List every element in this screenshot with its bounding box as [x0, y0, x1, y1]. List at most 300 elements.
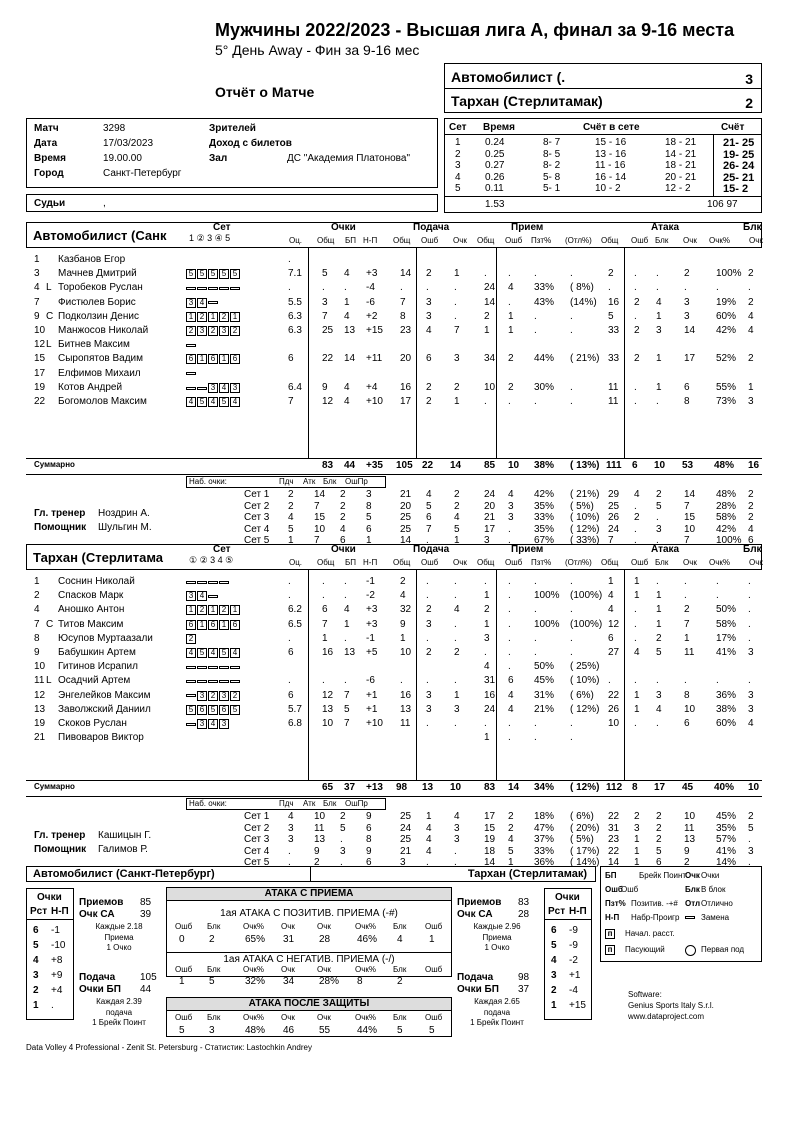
col-set: Сет [213, 544, 231, 555]
rotation-box: 6 [186, 354, 196, 364]
rotation-box: 3 [208, 383, 218, 393]
player-recv: . [534, 310, 537, 322]
player-serve: . [400, 282, 403, 294]
player-attack: 10 [608, 718, 620, 729]
attack-cell: 2 [397, 976, 403, 987]
col-sub-err: Ошб [421, 236, 439, 245]
set-cell: 42% [716, 523, 737, 535]
rot-b-title: Очки [555, 892, 580, 903]
set-cell: 3 [656, 523, 662, 535]
player-recv: . [534, 718, 537, 729]
player-recv: . [484, 576, 487, 587]
player-row [26, 353, 762, 367]
rotation-index: 6 [33, 925, 39, 936]
player-row [26, 297, 762, 311]
bench-mark [208, 287, 218, 290]
rotation-box: 2 [230, 326, 240, 336]
set-cell: Сет 3 [244, 834, 270, 846]
judges-label: Судьи [34, 198, 66, 209]
rotation-box: 6 [230, 354, 240, 364]
player-serve: 9 [400, 618, 406, 630]
player-block: . [748, 282, 751, 294]
player-attack: 10 [684, 703, 696, 715]
player-attack: . [716, 590, 719, 602]
bench-mark [186, 344, 196, 347]
rotation-box: 3 [197, 691, 207, 701]
player-attack: 4 [656, 296, 662, 308]
totals-line [26, 458, 762, 459]
rotation-box: 3 [197, 326, 207, 336]
set-cell: ( 10%) [570, 512, 600, 524]
player-attack: 55% [716, 381, 737, 393]
player-points: +11 [366, 353, 383, 365]
player-serve: 7 [400, 296, 406, 308]
rotation-box: 3 [186, 298, 196, 308]
rotation-box: 6 [219, 705, 229, 715]
player-points: . [344, 590, 347, 602]
b-each-1: Каждые 2.96 [473, 922, 521, 931]
legend-key: Пзт% [605, 899, 626, 908]
set-cell: 3 [748, 845, 754, 857]
player-block: 4 [748, 325, 754, 336]
set-cell: 21 [400, 489, 412, 500]
player-serve: 3 [426, 689, 432, 701]
player-attack: . [656, 576, 659, 587]
player-serve: 13 [400, 703, 412, 715]
player-attack: 1 [608, 576, 614, 587]
set-cell: . [748, 857, 751, 869]
player-sets [186, 676, 241, 687]
totals-label: Суммарно [34, 782, 75, 791]
player-block: . [748, 632, 751, 644]
set-cell: 14 [684, 489, 696, 500]
total-attack: 10 [654, 460, 666, 471]
set-cell: ( 5%) [570, 834, 594, 846]
player-block: 3 [748, 703, 754, 715]
bench-mark [219, 666, 229, 669]
rotation-box: 4 [197, 591, 207, 601]
player-recv: . [484, 396, 487, 407]
sets-h-time: Время [483, 122, 515, 133]
totals-line [26, 474, 762, 475]
set-cell: 3 [288, 834, 294, 846]
b-each-5: подача [483, 1008, 511, 1017]
col-recv: Прием [511, 222, 544, 233]
total-serve: 105 [396, 460, 413, 471]
total-serve: 98 [396, 782, 408, 793]
set-cell: 6 [426, 512, 432, 524]
player-attack: . [634, 381, 637, 393]
player-points: +1 [366, 689, 378, 701]
sets-h-total: Счёт [721, 122, 745, 133]
set-cell: 9 [314, 845, 320, 857]
set-cell: ( 14%) [570, 857, 600, 869]
player-serve: . [454, 310, 457, 322]
col-sub-pos: Пзт% [531, 236, 552, 245]
player-points: +10 [366, 396, 383, 407]
player-name: Скоков Руслан [58, 718, 127, 729]
set-cell: Сет 1 [244, 811, 270, 822]
bench-mark [208, 666, 218, 669]
a-recv-value: 85 [140, 897, 152, 908]
set-cell: 10 [314, 811, 326, 822]
set-cell: 7 [426, 523, 432, 535]
set-cell: 17 [484, 811, 496, 822]
player-recv: ( 21%) [570, 353, 600, 365]
player-attack: . [634, 604, 637, 616]
player-points: +3 [366, 268, 378, 280]
player-attack: 16 [608, 296, 620, 308]
attack-header: Очк [317, 1013, 331, 1022]
player-sets [186, 634, 197, 645]
bench-mark [197, 680, 207, 683]
set-cell: 4 [634, 489, 640, 500]
player-number: 22 [34, 396, 46, 407]
a-recv-label: Приемов [79, 897, 124, 908]
player-sets [186, 662, 241, 673]
sets-cell: 2 [455, 148, 461, 160]
bench-mark [197, 666, 207, 669]
rotation-box: 4 [197, 298, 207, 308]
player-attack: 4 [608, 604, 614, 616]
player-attack: 58% [716, 618, 737, 630]
player-recv: . [534, 604, 537, 616]
set-cell: 2 [634, 811, 640, 822]
rotation-box: 6 [230, 620, 240, 630]
a-each-1: Каждые 2.18 [95, 922, 143, 931]
player-serve: . [454, 282, 457, 294]
player-sets [186, 591, 219, 602]
attack-header: Очк [281, 1013, 295, 1022]
set-cell: 2 [656, 834, 662, 846]
player-serve: 6 [426, 353, 432, 365]
set-cell: 4 [508, 834, 514, 846]
legend-text: Ошб [621, 885, 639, 894]
sets-cell: 15- 2 [723, 183, 749, 195]
total-serve: 14 [450, 460, 462, 471]
rotation-box: 2 [208, 326, 218, 336]
set-cell: Сет 4 [244, 523, 270, 535]
set-cell: 1 [634, 845, 640, 857]
player-recv: . [508, 604, 511, 616]
player-points: +2 [366, 310, 378, 322]
col-sub-err: Ошб [505, 236, 523, 245]
coach-name: Кашицын Г. [98, 830, 152, 841]
rotation-index: 5 [551, 940, 557, 951]
rotation-box: 3 [186, 591, 196, 601]
rotation-box: 5 [219, 269, 229, 279]
player-recv: . [534, 576, 537, 587]
attack-cell: 32% [245, 976, 266, 987]
player-number: 11 [34, 675, 45, 687]
nab-header [186, 476, 386, 488]
player-attack: 26 [608, 703, 620, 715]
team-a-short: Автомобилист (. [451, 69, 566, 85]
player-serve: 2 [426, 647, 432, 658]
bench-mark [208, 301, 218, 304]
player-serve: 3 [426, 703, 432, 715]
set-cell: 3 [484, 535, 490, 547]
rotation-value: -2 [569, 955, 578, 966]
rotation-box: 4 [208, 397, 218, 407]
player-points: . [344, 576, 347, 587]
set-cell: 25 [608, 500, 620, 512]
set-cell: 2 [748, 489, 754, 500]
set-cell: Сет 5 [244, 535, 270, 547]
player-sets [186, 354, 241, 365]
set-cell: 2 [340, 489, 346, 500]
set-cell: ( 17%) [570, 845, 600, 857]
set-cell: . [634, 523, 637, 535]
player-row [26, 633, 762, 647]
rotation-value: +1 [569, 970, 581, 981]
player-recv: . [570, 647, 573, 658]
attack-reception-title: АТАКА С ПРИЕМА [167, 888, 451, 901]
bench-mark [219, 680, 229, 683]
player-points: 7 [322, 310, 328, 322]
set-cell: 5 [426, 500, 432, 512]
sets-cell: 25- 21 [723, 171, 755, 184]
total-attack: 111 [606, 460, 622, 471]
set-cell: 5 [454, 523, 460, 535]
player-attack: 8 [684, 689, 690, 701]
player-row [26, 675, 762, 689]
player-points: . [322, 590, 325, 602]
set-cell: 3 [454, 822, 460, 834]
player-recv: ( 12%) [570, 703, 600, 715]
b-ochsa-label: Очк СА [457, 909, 493, 920]
player-name: Мачнев Дмитрий [58, 268, 137, 280]
player-serve: . [426, 675, 429, 687]
set-cell: 67% [534, 535, 555, 547]
set-cell: . [454, 845, 457, 857]
player-number: 19 [34, 718, 46, 729]
rotation-value: +15 [569, 1000, 586, 1011]
set-cell: 18 [484, 845, 496, 857]
col-sub-err: Ошб [631, 236, 649, 245]
sets-cell: 26- 24 [723, 160, 755, 172]
player-serve: 1 [454, 268, 460, 280]
legend-text: Отлично [701, 899, 733, 908]
set-cell: 2 [748, 811, 754, 822]
sets-cell: 19- 25 [723, 148, 755, 161]
team-b-section [26, 544, 763, 869]
player-row [26, 339, 762, 353]
rotation-box: 4 [219, 383, 229, 393]
player-recv: . [508, 718, 511, 729]
player-points: -6 [366, 675, 375, 687]
software-url: www.dataproject.com [628, 1012, 705, 1021]
sets-cell: 11 - 16 [595, 160, 626, 171]
player-points: . [344, 632, 347, 644]
date-label: Дата [34, 138, 58, 149]
player-name: Гитинов Исрапил [58, 661, 138, 673]
set-cell: 2 [748, 512, 754, 524]
player-points: 25 [322, 325, 334, 336]
attack-header: Очк% [355, 1013, 377, 1022]
player-serve: 8 [400, 310, 406, 322]
set-cell: 13 [684, 834, 696, 846]
set-cell: . [426, 535, 429, 547]
total-recv: 83 [484, 782, 496, 793]
set-cell: 36% [534, 857, 555, 869]
player-recv: 4 [484, 661, 490, 673]
player-sets [186, 326, 241, 337]
set-cell: 5 [288, 523, 294, 535]
player-serve: 2 [426, 381, 432, 393]
player-row [26, 282, 762, 296]
rotation-box: 1 [186, 312, 196, 322]
assistant-name: Галимов Р. [98, 844, 148, 855]
team-a-rotation [26, 888, 74, 1020]
a-serve-value: 105 [140, 972, 157, 983]
player-block: 4 [748, 718, 754, 729]
set-cell: 6 [366, 523, 372, 535]
set-cell: 25 [400, 523, 412, 535]
player-points: 7 [344, 689, 350, 701]
set-cell: ( 6%) [570, 811, 594, 822]
player-points: 1 [322, 632, 328, 644]
player-serve: 2 [400, 576, 406, 587]
player-attack: . [684, 576, 687, 587]
sets-total-score: 106 97 [707, 199, 738, 210]
nab-col: ОшПр [345, 799, 368, 808]
player-attack: 12 [608, 618, 620, 630]
set-cell: . [508, 535, 511, 547]
player-recv: 31% [534, 689, 555, 701]
player-attack: 1 [656, 353, 662, 365]
player-attack: 2 [634, 296, 640, 308]
rotation-box: 5 [219, 397, 229, 407]
total-recv: 34% [534, 782, 555, 793]
total-attack: 40% [714, 782, 735, 793]
player-attack: 1 [634, 590, 640, 602]
sets-cell: 16 - 14 [595, 171, 627, 183]
b-serve-label: Подача [457, 972, 494, 983]
player-recv: . [508, 396, 511, 407]
player-name: Титов Максим [58, 618, 124, 630]
set-row [26, 811, 762, 823]
player-recv: 16 [484, 689, 496, 701]
col-sub-tot: Общ [393, 236, 411, 245]
set-cell: 7 [684, 535, 690, 547]
nab-header [186, 798, 386, 810]
rotation-box: 5 [197, 397, 207, 407]
player-points: -1 [366, 632, 375, 644]
set-cell: 2 [314, 857, 320, 869]
player-block: 3 [748, 689, 754, 701]
player-attack: 42% [716, 325, 737, 336]
player-points: 13 [322, 703, 334, 715]
bench-mark [186, 387, 196, 390]
bench-mark [230, 680, 240, 683]
city-label: Город [34, 168, 64, 179]
player-serve: 4 [454, 604, 460, 616]
player-recv: . [534, 268, 537, 280]
col-sub-tot: Общ [317, 558, 335, 567]
rotation-index: 1 [551, 1000, 557, 1011]
player-serve: . [426, 590, 429, 602]
player-serve: . [454, 590, 457, 602]
player-row [26, 647, 762, 661]
total-recv: 10 [508, 460, 520, 471]
legend-key: Ошб [605, 885, 623, 894]
rotation-box: 1 [186, 605, 196, 615]
player-vote: 7.1 [288, 268, 302, 280]
player-points: . [344, 282, 347, 294]
player-points: +15 [366, 325, 383, 336]
set-cell: 1 [634, 857, 640, 869]
player-serve: . [454, 718, 457, 729]
col-sub-bp: БП [345, 236, 356, 245]
player-number: 4 [34, 604, 40, 616]
player-attack: 1 [656, 618, 662, 630]
rotation-box: 1 [197, 620, 207, 630]
set-cell: 2 [340, 512, 346, 524]
player-serve: 2 [454, 381, 460, 393]
set-cell: 8 [366, 500, 372, 512]
attack-cell: 34 [283, 976, 295, 987]
player-attack: . [684, 282, 687, 294]
totals-line [26, 780, 762, 781]
player-sets [186, 605, 241, 616]
bench-mark [186, 287, 196, 290]
set-cell: 4 [340, 523, 346, 535]
player-attack: 4 [608, 590, 614, 602]
sets-cell: 8- 7 [543, 137, 561, 148]
player-recv: 1 [484, 325, 490, 336]
player-attack: . [716, 675, 719, 687]
player-sets [186, 397, 241, 408]
player-vote: . [288, 675, 291, 687]
attack-header: Очк% [355, 922, 377, 931]
set-cell: 2 [288, 489, 294, 500]
set-cell: 33% [534, 512, 555, 524]
set-cell: 2 [508, 811, 514, 822]
player-serve: 1 [454, 396, 460, 407]
attack-cell: 65% [245, 934, 266, 945]
player-recv: ( 25%) [570, 661, 600, 673]
player-attack: 52% [716, 353, 737, 365]
player-attack: . [608, 675, 611, 687]
player-role: L [46, 675, 52, 687]
player-number: 10 [34, 661, 46, 673]
set-cell: . [288, 845, 291, 857]
page-title: Мужчины 2022/2023 - Высшая лига А, финал за 9-16 места [215, 20, 735, 40]
attack-defense-title: АТАКА ПОСЛЕ ЗАЩИТЫ [167, 998, 451, 1011]
player-serve: 2 [426, 396, 432, 407]
rotation-box: 5 [197, 648, 207, 658]
player-vote: 6 [288, 647, 294, 658]
col-sub-pct: Очк% [709, 558, 731, 567]
set-cell: ( 33%) [570, 535, 600, 547]
legend-text: Пасующий [625, 945, 665, 954]
a-ochsa-value: 39 [140, 909, 152, 920]
set-cell: . [508, 523, 511, 535]
player-points: -4 [366, 282, 375, 294]
rotation-box: 4 [208, 648, 218, 658]
score-box [444, 63, 762, 113]
set-cell: 1 [454, 535, 460, 547]
set-cell: 4 [508, 489, 514, 500]
set-cell: 14 [484, 857, 496, 869]
player-number: 9 [34, 310, 40, 322]
hall-label: Зал [209, 153, 228, 164]
bench-mark [230, 287, 240, 290]
player-points: . [322, 282, 325, 294]
player-row [26, 368, 762, 382]
player-block: 2 [748, 353, 754, 365]
